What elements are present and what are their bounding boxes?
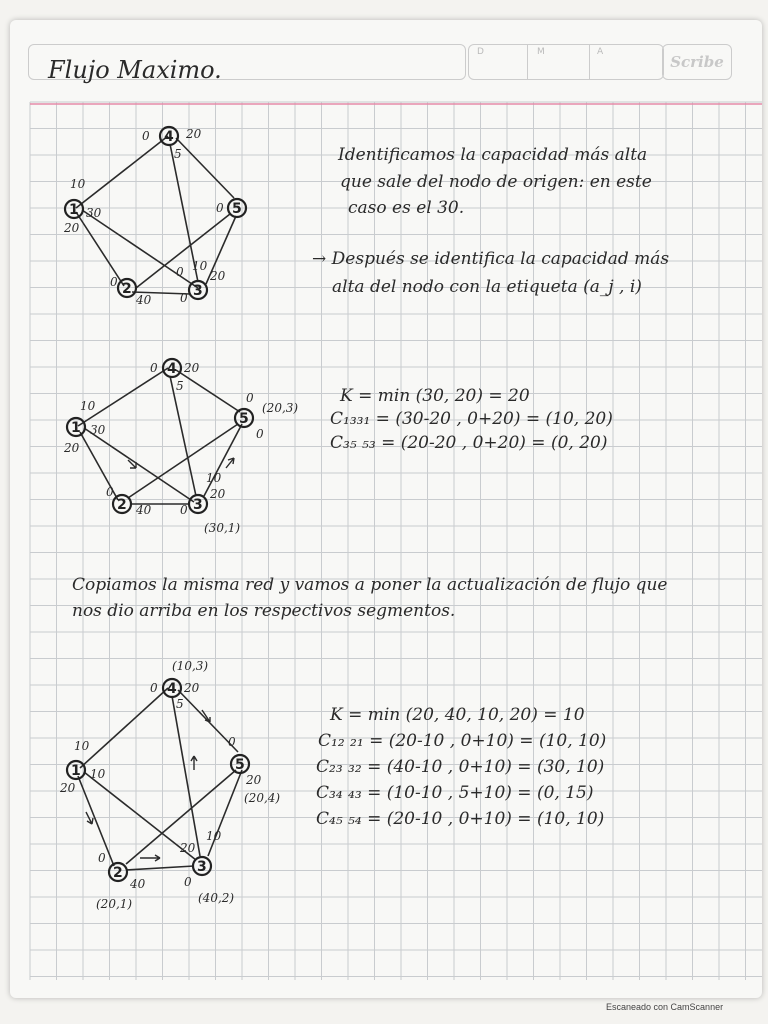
page-title: Flujo Maximo.	[48, 56, 222, 84]
node-4-label: (10,3)	[172, 659, 209, 673]
edge-label: 0	[106, 485, 114, 499]
step1-formula-2: C₁₃₃₁ = (30-20 , 0+20) = (10, 20)	[330, 409, 613, 429]
edge-label: 5	[176, 379, 184, 393]
edge-label: 0	[150, 361, 158, 375]
edge-label: 0	[184, 875, 192, 889]
edge-label: 20	[210, 269, 226, 283]
intro2-line-2: alta del nodo con la etiqueta (a_j , i)	[332, 277, 642, 297]
edge-label: 20	[184, 681, 200, 695]
node-3-label: (40,2)	[198, 891, 235, 905]
flow-arrow	[226, 458, 234, 468]
edge-label: 5	[176, 697, 184, 711]
month-field-label: M	[537, 47, 545, 57]
node-label: 1	[71, 763, 81, 779]
edge-label: 30	[90, 423, 106, 437]
step2-formula-4: C₃₄ ₄₃ = (10-10 , 5+10) = (0, 15)	[316, 783, 594, 803]
node-label: 4	[167, 681, 177, 697]
edge-label: 20	[210, 487, 226, 501]
scanner-watermark: Escaneado con CamScanner	[606, 1002, 724, 1012]
node-label: 2	[113, 865, 123, 881]
handwriting-layer	[10, 20, 762, 998]
intro-line-3: caso es el 30.	[348, 198, 465, 218]
node-3-label: (30,1)	[204, 521, 241, 535]
node-label: 5	[239, 411, 249, 427]
network-graph-3	[59, 659, 280, 911]
node-label: 2	[117, 497, 127, 513]
edge-4-3	[172, 696, 200, 856]
edge-1-4	[80, 688, 168, 768]
edge-label: 5	[174, 147, 182, 161]
edge-label: 20	[180, 841, 196, 855]
edge-label: 10	[192, 259, 208, 273]
edge-label: 0	[176, 265, 184, 279]
edge-4-5	[176, 370, 240, 412]
edge-label: 10	[74, 739, 90, 753]
edge-label: 0	[246, 391, 254, 405]
edge-label: 10	[80, 399, 96, 413]
step2-formula-3: C₂₃ ₃₂ = (40-10 , 0+10) = (30, 10)	[316, 757, 605, 777]
edge-label: 40	[136, 293, 152, 307]
node-label: 2	[122, 281, 132, 297]
node-label: 4	[167, 361, 177, 377]
node-2-label: (20,1)	[96, 897, 133, 911]
network-graph-2	[63, 359, 298, 535]
edge-2-3	[126, 866, 194, 870]
brand-logo: Scribe	[670, 53, 724, 71]
edge-label: 20	[64, 441, 80, 455]
step1-formula-3: C₃₅ ₅₃ = (20-20 , 0+20) = (0, 20)	[330, 433, 608, 453]
edge-label: 0	[98, 851, 106, 865]
step2-formula-2: C₁₂ ₂₁ = (20-10 , 0+10) = (10, 10)	[318, 731, 607, 751]
flow-arrow	[86, 812, 93, 824]
edge-label: 0	[228, 735, 236, 749]
edge-label: 10	[90, 767, 106, 781]
node-5-label: (20,3)	[262, 401, 299, 415]
edge-label: 40	[136, 503, 152, 517]
node-label: 1	[69, 202, 79, 218]
node-5-label: (20,4)	[244, 791, 281, 805]
node-label: 5	[235, 757, 245, 773]
edge-label: 0	[256, 427, 264, 441]
edge-label: 20	[246, 773, 262, 787]
flow-arrow	[140, 855, 160, 861]
edge-label: 0	[216, 201, 224, 215]
edge-label: 0	[180, 291, 188, 305]
copy-note-line-1: Copiamos la misma red y vamos a poner la actualización de flujo que	[72, 575, 668, 595]
edge-label: 0	[180, 503, 188, 517]
step2-formula-5: C₄₅ ₅₄ = (20-10 , 0+10) = (10, 10)	[316, 809, 605, 829]
step1-formula-1: K = min (30, 20) = 20	[340, 386, 530, 406]
flow-arrow	[191, 756, 197, 770]
edge-label: 10	[206, 829, 222, 843]
edge-label: 20	[184, 361, 200, 375]
node-label: 1	[71, 420, 81, 436]
edge-1-2	[78, 776, 114, 866]
edge-label: 30	[86, 206, 102, 220]
edge-label: 20	[186, 127, 202, 141]
node-label: 5	[232, 201, 242, 217]
edge-label: 0	[110, 275, 118, 289]
intro-line-2: que sale del nodo de origen: en este	[340, 172, 652, 192]
node-label: 3	[193, 283, 203, 299]
node-label: 4	[164, 129, 174, 145]
edge-label: 20	[60, 781, 76, 795]
edge-3-5	[208, 770, 242, 856]
edge-1-4	[76, 136, 168, 208]
edge-label: 40	[130, 877, 146, 891]
intro-line-1: Identificamos la capacidad más alta	[338, 145, 648, 165]
step2-formula-1: K = min (20, 40, 10, 20) = 10	[330, 705, 585, 725]
notebook-sheet	[10, 20, 762, 998]
edge-label: 0	[150, 681, 158, 695]
network-graph-1	[63, 127, 246, 307]
node-label: 3	[197, 859, 207, 875]
edge-1-4	[78, 368, 168, 426]
edge-label: 10	[206, 471, 222, 485]
year-field-label: A	[597, 47, 604, 57]
intro2-line-1: → Después se identifica la capacidad más	[312, 249, 670, 269]
edge-4-3	[170, 376, 196, 496]
edge-label: 10	[70, 177, 86, 191]
node-label: 3	[193, 497, 203, 513]
copy-note-line-2: nos dio arriba en los respectivos segmentos.	[72, 601, 456, 621]
day-field-label: D	[477, 47, 484, 57]
edge-label: 0	[142, 129, 150, 143]
edge-4-5	[176, 138, 234, 198]
edge-label: 20	[64, 221, 80, 235]
